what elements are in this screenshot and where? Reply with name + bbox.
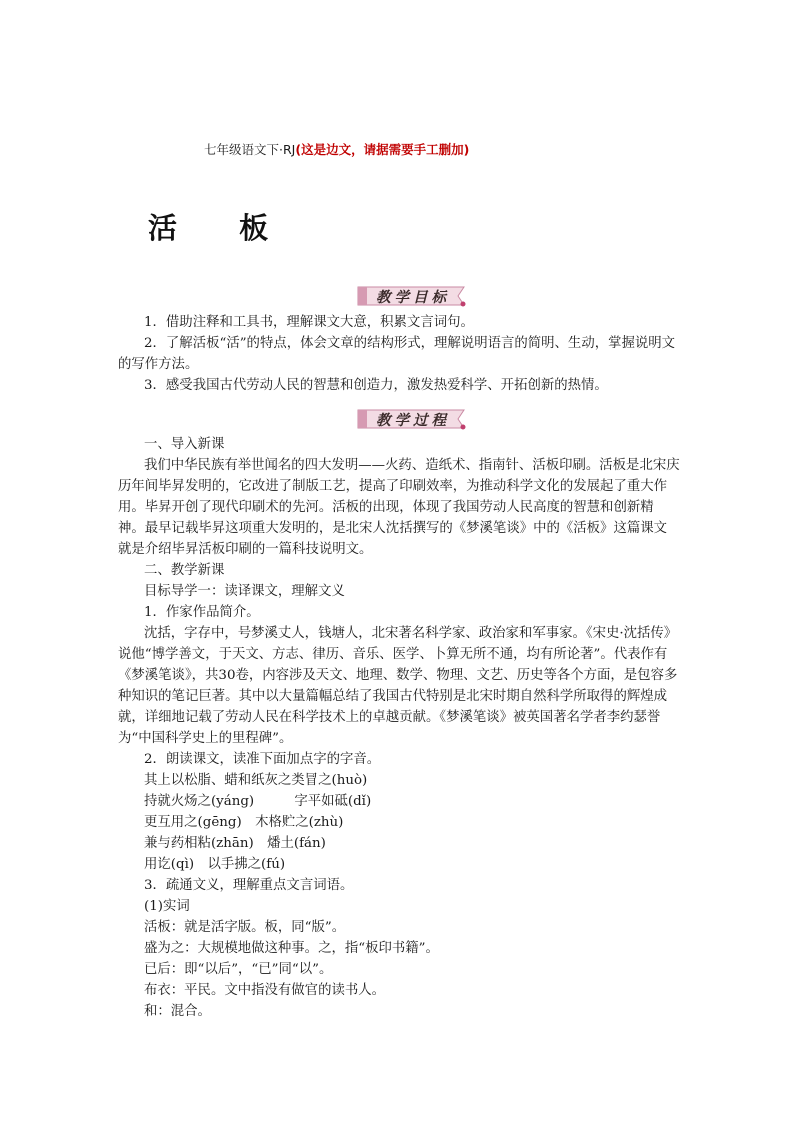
item-heading: 1．作家作品简介。 — [144, 605, 260, 620]
pronunciation-line: 持就火炀之(yáng) 字平如砥(dǐ) — [144, 794, 372, 809]
document-body — [118, 312, 680, 1022]
running-header — [204, 140, 469, 158]
item-heading: 2．朗读课文，读准下面加点字的字音。 — [144, 752, 381, 767]
item-heading: 3．疏通文义，理解重点文言词语。 — [144, 878, 354, 893]
header-note: (这是边文，请据需要手工删加) — [295, 142, 470, 157]
lesson-title: 活 板 — [148, 211, 295, 245]
objectives-banner — [352, 284, 466, 308]
subheading: (1)实词 — [144, 899, 190, 914]
section-heading: 一、导入新课 — [144, 437, 225, 452]
vocab-entry: 已后：即“以后”，“已”同“以”。 — [144, 962, 333, 977]
objective-item: 3．感受我国古代劳动人民的智慧和创造力，激发热爱科学、开拓创新的热情。 — [144, 378, 608, 393]
pronunciation-line: 更互用之(gēng) 木格贮之(zhù) — [144, 815, 344, 830]
vocab-entry: 活板：就是活字版。板，同“版”。 — [144, 920, 346, 935]
header-text: 七年级语文下·RJ — [204, 142, 296, 157]
objectives-banner-label: 教学目标 — [376, 289, 450, 306]
section-heading: 二、教学新课 — [144, 563, 225, 578]
pronunciation-line: 用讫(qì) 以手拂之(fú) — [144, 857, 286, 872]
vocab-entry: 盛为之：大规模地做这种事。之，指“板印书籍”。 — [144, 941, 439, 956]
pronunciation-line: 兼与药相粘(zhān) 燔土(fán) — [144, 836, 326, 851]
goal-heading: 目标导学一：读译课文，理解文义 — [144, 584, 345, 599]
section-paragraph: 沈括，字存中，号梦溪丈人，钱塘人，北宋著名科学家、政治家和军事家。《宋史·沈括传》说他“博学善文，于天文、方志、律历、音乐、医学、卜算无所不通，均有所论著”。代表作有《梦溪笔谈》，共30卷，内容涉及天文、地理、数学、物理、文艺、历史等各个方面，是包容多种知识的笔记巨著。其中以大量篇幅总结了我国古代特别是北宋时期自然科学所取得的辉煌成就，详细地记载了劳动人民在科学技术上的卓越贡献。《梦溪笔谈》被英国著名学者李约瑟誉为“中国科学史上的里程碑”。 — [118, 626, 678, 746]
section-paragraph: 我们中华民族有举世闻名的四大发明——火药、造纸术、指南针、活板印刷。活板是北宋庆历年间毕昇发明的，它改进了制版工艺，提高了印刷效率，为推动科学文化的发展起了重大作用。毕昇开创了现代印刷术的先河。活板的出现，体现了我国劳动人民高度的智慧和创新精神。最早记载毕昇这项重大发明的，是北宋人沈括撰写的《梦溪笔谈》中的《活板》这篇课文就是介绍毕昇活板印刷的一篇科技说明文。 — [118, 458, 680, 557]
process-banner-label: 教学过程 — [376, 412, 450, 429]
objective-item: 2．了解活板“活”的特点，体会文章的结构形式，理解说明语言的简明、生动，掌握说明文的写作方法。 — [118, 336, 676, 372]
pronunciation-line: 其上以松脂、蜡和纸灰之类冒之(huò) — [144, 773, 368, 788]
vocab-entry: 布衣：平民。文中指没有做官的读书人。 — [144, 983, 386, 998]
vocab-entry: 和：混合。 — [144, 1004, 211, 1019]
banner-spacer — [118, 396, 680, 420]
objective-item: 1．借助注释和工具书，理解课文大意，积累文言词句。 — [144, 315, 474, 330]
